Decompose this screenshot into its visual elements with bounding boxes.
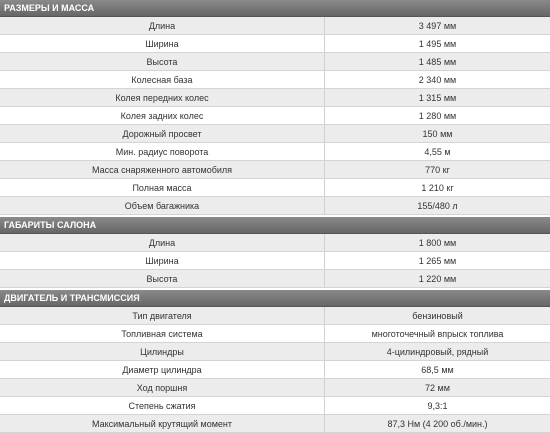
table-row: [0, 107, 550, 125]
row-label: Цилиндры: [0, 343, 325, 360]
row-label: Длина: [0, 234, 325, 251]
row-label: Колея передних колес: [0, 89, 325, 106]
row-label: Ширина: [0, 35, 325, 52]
table-row: [0, 270, 550, 288]
row-label: Диаметр цилиндра: [0, 361, 325, 378]
row-label: Высота: [0, 270, 325, 287]
table-row: [0, 361, 550, 379]
row-value: 4,55 м: [424, 147, 451, 157]
row-label: Масса снаряженного автомобиля: [0, 161, 325, 178]
row-value: 150 мм: [422, 129, 453, 139]
table-row: [0, 35, 550, 53]
section-engine-transmission: [0, 290, 550, 433]
row-value: 770 кг: [425, 165, 450, 175]
row-value: 4-цилиндровый, рядный: [386, 347, 489, 357]
row-value: 1 265 мм: [418, 256, 457, 266]
row-value: многоточечный впрыск топлива: [371, 329, 504, 339]
row-label: Объем багажника: [0, 197, 325, 214]
row-value: 3 497 мм: [418, 21, 457, 31]
section-dimensions-mass: [0, 0, 550, 215]
row-value: 1 315 мм: [418, 93, 457, 103]
table-row: [0, 379, 550, 397]
row-label: Колесная база: [0, 71, 325, 88]
row-value: 1 800 мм: [418, 238, 457, 248]
table-row: [0, 343, 550, 361]
table-row: [0, 197, 550, 215]
row-label: Мин. радиус поворота: [0, 143, 325, 160]
table-row: [0, 125, 550, 143]
row-label: Полная масса: [0, 179, 325, 196]
row-value: 1 280 мм: [418, 111, 457, 121]
row-value: 87,3 Нм (4 200 об./мин.): [387, 419, 488, 429]
row-label: Колея задних колес: [0, 107, 325, 124]
row-value: 155/480 л: [417, 201, 458, 211]
table-row: [0, 53, 550, 71]
row-value: 9,3:1: [427, 401, 448, 411]
row-label: Ход поршня: [0, 379, 325, 396]
row-label: Тип двигателя: [0, 307, 325, 324]
table-row: [0, 234, 550, 252]
table-row: [0, 143, 550, 161]
row-value: 1 485 мм: [418, 57, 457, 67]
section-header: РАЗМЕРЫ И МАССА: [0, 0, 550, 17]
row-label: Степень сжатия: [0, 397, 325, 414]
table-row: [0, 415, 550, 433]
section-header: ДВИГАТЕЛЬ И ТРАНСМИССИЯ: [0, 290, 550, 307]
table-row: [0, 161, 550, 179]
table-row: [0, 89, 550, 107]
row-label: Длина: [0, 17, 325, 34]
section-cabin-dimensions: [0, 217, 550, 288]
row-value: 2 340 мм: [418, 75, 457, 85]
row-value: 1 220 мм: [418, 274, 457, 284]
row-value: 1 210 кг: [421, 183, 454, 193]
table-row: [0, 71, 550, 89]
table-row: [0, 325, 550, 343]
row-label: Максимальный крутящий момент: [0, 415, 325, 432]
table-row: [0, 179, 550, 197]
table-row: [0, 307, 550, 325]
row-label: Дорожный просвет: [0, 125, 325, 142]
row-value: 1 495 мм: [418, 39, 457, 49]
row-value: 68,5 мм: [421, 365, 454, 375]
row-label: Высота: [0, 53, 325, 70]
table-row: [0, 397, 550, 415]
table-row: [0, 17, 550, 35]
row-label: Топливная система: [0, 325, 325, 342]
row-value: бензиновый: [412, 311, 463, 321]
section-header: ГАБАРИТЫ САЛОНА: [0, 217, 550, 234]
row-label: Ширина: [0, 252, 325, 269]
row-value: 72 мм: [425, 383, 450, 393]
table-row: [0, 252, 550, 270]
